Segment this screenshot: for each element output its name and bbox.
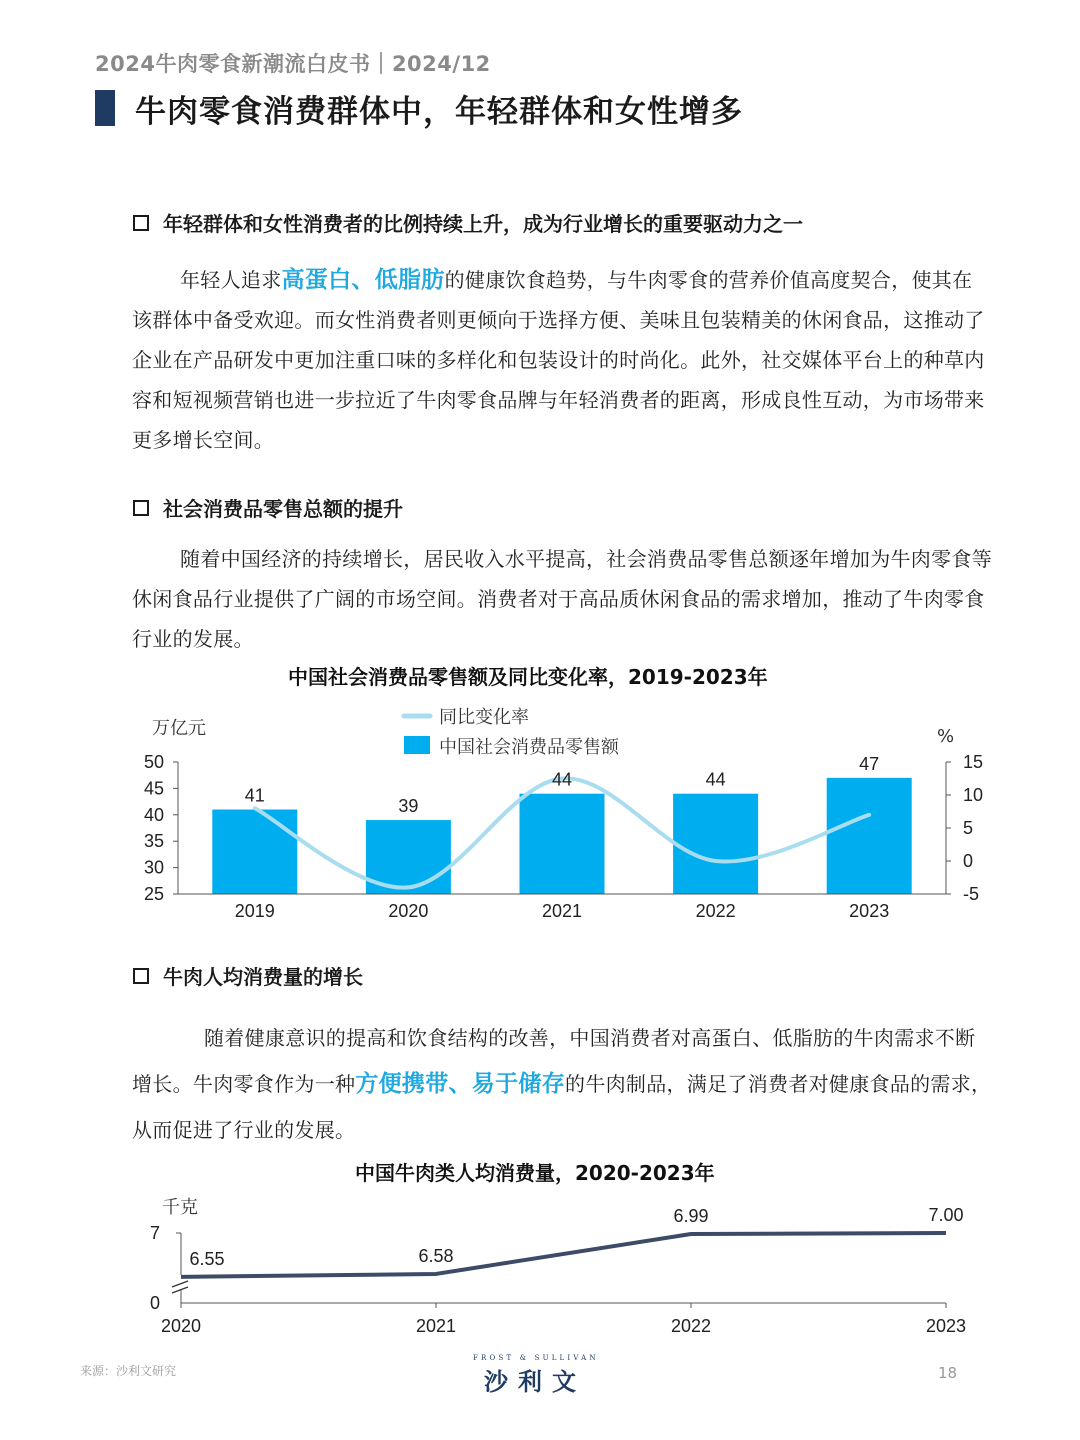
paragraph-youth-women bbox=[132, 260, 992, 460]
right-tick-label: 10 bbox=[963, 785, 984, 805]
retail-sales-chart bbox=[0, 690, 1080, 930]
bar bbox=[520, 794, 605, 894]
bar bbox=[827, 778, 912, 894]
section-heading-text: 牛肉人均消费量的增长 bbox=[163, 965, 363, 989]
section-heading-text: 年轻群体和女性消费者的比例持续上升，成为行业增长的重要驱动力之一 bbox=[163, 212, 803, 236]
chart2-axis-unit: 千克 bbox=[162, 1197, 198, 1218]
right-tick-label: 5 bbox=[963, 818, 974, 838]
highlight-text: 方便携带、易于储存 bbox=[355, 1071, 566, 1097]
page-number: 18 bbox=[938, 1364, 958, 1382]
chart1-legend bbox=[404, 707, 620, 757]
section-heading-retail-sales bbox=[133, 493, 403, 522]
page-title: 牛肉零食消费群体中，年轻群体和女性增多 bbox=[135, 94, 743, 130]
left-tick-label: 50 bbox=[143, 752, 164, 772]
right-tick-label: 0 bbox=[963, 851, 974, 871]
paragraph-retail-sales: 随着中国经济的持续增长，居民收入水平提高，社会消费品零售总额逐年增加为牛肉零食等休闲食品行业提供了广阔的市场空间。消费者对于高品质休闲食品的需求增加，推动了牛肉零食行业的发展。 bbox=[132, 547, 992, 651]
y-tick-label: 7 bbox=[149, 1223, 160, 1243]
frost-sullivan-logo-text: FROST & SULLIVAN bbox=[473, 1354, 599, 1362]
bar bbox=[212, 810, 297, 894]
checkbox-bullet-icon bbox=[133, 968, 149, 984]
bar-value-label: 39 bbox=[398, 796, 419, 817]
chart1-bars bbox=[212, 778, 911, 894]
left-tick-label: 35 bbox=[143, 831, 164, 852]
bar-value-label: 44 bbox=[551, 769, 573, 790]
section-heading-beef-consumption bbox=[133, 961, 363, 990]
bar-value-label: 44 bbox=[705, 769, 726, 790]
paragraph-text: 随着健康意识的提高和饮食结构的改善，中国消费者对高蛋白、低脂肪的牛肉需求不断增长。牛肉零食作为一种 bbox=[132, 1026, 976, 1096]
paragraph-text: 年轻人追求 bbox=[180, 268, 282, 292]
data-value-label: 7.00 bbox=[928, 1205, 964, 1225]
axis-break-mark bbox=[172, 1287, 188, 1293]
checkbox-bullet-icon bbox=[133, 215, 149, 231]
consumption-line bbox=[181, 1233, 946, 1277]
x-tick-label: 2022 bbox=[670, 1316, 712, 1336]
data-value-label: 6.99 bbox=[673, 1205, 709, 1226]
paragraph-beef-consumption bbox=[132, 1015, 992, 1153]
left-tick-label: 30 bbox=[143, 857, 164, 878]
section-heading-youth-women bbox=[133, 208, 803, 237]
checkbox-bullet-icon bbox=[133, 500, 149, 516]
chart2-title: 中国牛肉类人均消费量，2020-2023年 bbox=[355, 1161, 715, 1185]
title-accent-bar bbox=[95, 90, 115, 126]
axis-break-mark bbox=[172, 1281, 188, 1287]
chart2-axes bbox=[172, 1233, 946, 1308]
bar-value-label: 41 bbox=[244, 785, 265, 806]
chart2-line bbox=[181, 1233, 946, 1277]
highlight-text: 高蛋白、低脂肪 bbox=[281, 267, 445, 293]
right-tick-label: -5 bbox=[963, 884, 980, 904]
paragraph-text: 的牛肉制品，满足了消费者对健康食品的需求，从而促进了行业的发展。 bbox=[132, 1072, 992, 1142]
bar-value-label: 47 bbox=[859, 753, 880, 774]
y-tick-label: 0 bbox=[149, 1293, 160, 1313]
left-tick-label: 40 bbox=[143, 804, 164, 825]
legend-label: 中国社会消费品零售额 bbox=[439, 737, 619, 757]
legend-bar-swatch bbox=[404, 736, 430, 754]
beef-consumption-chart bbox=[0, 1195, 1080, 1345]
x-tick-label: 2022 bbox=[695, 901, 736, 921]
x-tick-label: 2021 bbox=[541, 901, 583, 921]
legend-label: 同比变化率 bbox=[439, 707, 529, 727]
source-note: 来源：沙利文研究 bbox=[80, 1364, 177, 1378]
x-tick-label: 2023 bbox=[849, 901, 890, 921]
sullivan-logo: 沙利文 bbox=[484, 1368, 586, 1396]
left-tick-label: 25 bbox=[143, 884, 164, 904]
x-tick-label: 2023 bbox=[925, 1316, 967, 1336]
data-value-label: 6.55 bbox=[189, 1248, 225, 1269]
section-heading-text: 社会消费品零售总额的提升 bbox=[163, 497, 403, 521]
chart2-labels bbox=[150, 1205, 966, 1336]
x-tick-label: 2020 bbox=[160, 1316, 202, 1336]
chart1-title: 中国社会消费品零售额及同比变化率，2019-2023年 bbox=[288, 665, 768, 689]
data-value-label: 6.58 bbox=[418, 1245, 454, 1266]
paragraph-text: 的健康饮食趋势，与牛肉零食的营养价值高度契合，使其在该群体中备受欢迎。而女性消费者则更倾向于选择方便、美味且包装精美的休闲食品，这推动了企业在产品研发中更加注重口味的多样化和包装设计的时尚化。此外，社交媒体平台上的种草内容和短视频营销也进一步拉近了牛肉零食品牌与年轻消费者的距离，形成良性互动，为市场带来更多增长空间。 bbox=[132, 268, 985, 452]
x-tick-label: 2020 bbox=[388, 901, 429, 921]
document-header: 2024牛肉零食新潮流白皮书｜2024/12 bbox=[95, 52, 491, 76]
left-tick-label: 45 bbox=[143, 778, 164, 799]
x-tick-label: 2021 bbox=[415, 1316, 457, 1336]
x-tick-label: 2019 bbox=[234, 901, 275, 921]
chart1-left-axis-unit: 万亿元 bbox=[152, 718, 206, 739]
bar bbox=[673, 794, 758, 894]
chart1-right-axis-unit: % bbox=[937, 726, 955, 747]
right-tick-label: 15 bbox=[963, 752, 984, 772]
